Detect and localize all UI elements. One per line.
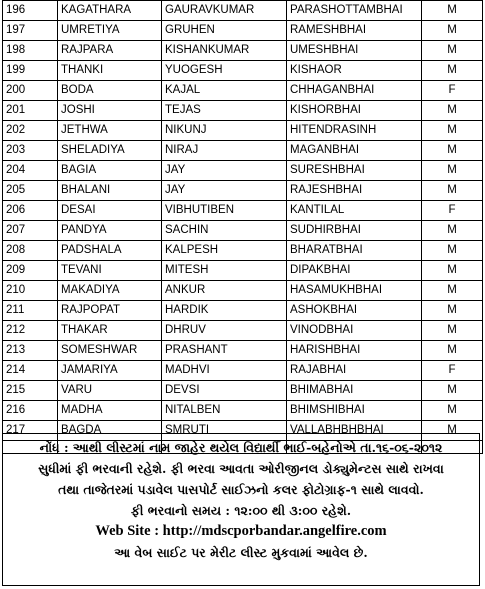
table-row: [3, 241, 483, 261]
serial-number-cell: 200: [3, 81, 58, 101]
gender-cell: M: [422, 241, 483, 261]
first-name-cell: VIBHUTIBEN: [162, 201, 287, 221]
serial-number-cell: 203: [3, 141, 58, 161]
surname-cell: BHALANI: [58, 181, 162, 201]
gender-cell: M: [422, 381, 483, 401]
father-name-cell: ASHOKBHAI: [287, 301, 422, 321]
first-name-cell: KISHANKUMAR: [162, 41, 287, 61]
surname-cell: UMRETIYA: [58, 21, 162, 41]
father-name-cell: KISHAOR: [287, 61, 422, 81]
first-name-cell: MITESH: [162, 261, 287, 281]
serial-number-cell: 217: [3, 421, 58, 441]
father-name-cell: CHHAGANBHAI: [287, 81, 422, 101]
surname-cell: THAKAR: [58, 321, 162, 341]
table-row: [3, 81, 483, 101]
father-name-cell: SUDHIRBHAI: [287, 221, 422, 241]
table-row: [3, 381, 483, 401]
father-name-cell: UMESHBHAI: [287, 41, 422, 61]
gender-cell: M: [422, 141, 483, 161]
surname-cell: SHELADIYA: [58, 141, 162, 161]
first-name-cell: GAURAVKUMAR: [162, 1, 287, 21]
first-name-cell: KALPESH: [162, 241, 287, 261]
surname-cell: MADHA: [58, 401, 162, 421]
father-name-cell: BHIMABHAI: [287, 381, 422, 401]
first-name-cell: ANKUR: [162, 281, 287, 301]
gender-cell: M: [422, 321, 483, 341]
surname-cell: PANDYA: [58, 221, 162, 241]
surname-cell: SOMESHWAR: [58, 341, 162, 361]
notice-line-2: સુધીમાં ફી ભરવાની રહેશે. ફી ભરવા આવતા ઓરીજીનલ ડોક્યુમેન્ટસ સાથે રાખવા: [38, 461, 444, 476]
table-row: [3, 401, 483, 421]
serial-number-cell: 216: [3, 401, 58, 421]
serial-number-cell: 209: [3, 261, 58, 281]
gender-cell: M: [422, 341, 483, 361]
first-name-cell: SMRUTI: [162, 421, 287, 441]
table-row: [3, 41, 483, 61]
father-name-cell: HARISHBHAI: [287, 341, 422, 361]
father-name-cell: HASAMUKHBHAI: [287, 281, 422, 301]
gender-cell: M: [422, 181, 483, 201]
first-name-cell: YUOGESH: [162, 61, 287, 81]
notice-line-3: તથા તાજેતરમાં પડાવેલ પાસપોર્ટ સાઈઝનો કલર ફોટોગ્રાફ-૧ સાથે લાવવો.: [58, 482, 424, 497]
surname-cell: BODA: [58, 81, 162, 101]
father-name-cell: KANTILAL: [287, 201, 422, 221]
surname-cell: PADSHALA: [58, 241, 162, 261]
serial-number-cell: 206: [3, 201, 58, 221]
first-name-cell: TEJAS: [162, 101, 287, 121]
table-row: [3, 261, 483, 281]
gender-cell: M: [422, 301, 483, 321]
surname-cell: VARU: [58, 381, 162, 401]
first-name-cell: HARDIK: [162, 301, 287, 321]
serial-number-cell: 199: [3, 61, 58, 81]
table-row: [3, 21, 483, 41]
first-name-cell: GRUHEN: [162, 21, 287, 41]
gender-cell: M: [422, 61, 483, 81]
father-name-cell: MAGANBHAI: [287, 141, 422, 161]
table-row: [3, 301, 483, 321]
merit-list-table: [2, 0, 483, 454]
father-name-cell: HITENDRASINH: [287, 121, 422, 141]
first-name-cell: SACHIN: [162, 221, 287, 241]
table-row: [3, 121, 483, 141]
gender-cell: M: [422, 41, 483, 61]
father-name-cell: BHARATBHAI: [287, 241, 422, 261]
serial-number-cell: 213: [3, 341, 58, 361]
table-row: [3, 101, 483, 121]
first-name-cell: KAJAL: [162, 81, 287, 101]
first-name-cell: MADHVI: [162, 361, 287, 381]
first-name-cell: NIRAJ: [162, 141, 287, 161]
surname-cell: DESAI: [58, 201, 162, 221]
merit-list-body: [3, 1, 483, 454]
surname-cell: KAGATHARA: [58, 1, 162, 21]
serial-number-cell: 211: [3, 301, 58, 321]
gender-cell: F: [422, 201, 483, 221]
gender-cell: F: [422, 81, 483, 101]
father-name-cell: PARASHOTTAMBHAI: [287, 1, 422, 21]
father-name-cell: RAJABHAI: [287, 361, 422, 381]
first-name-cell: NITALBEN: [162, 401, 287, 421]
surname-cell: RAJPOPAT: [58, 301, 162, 321]
surname-cell: MAKADIYA: [58, 281, 162, 301]
first-name-cell: DHRUV: [162, 321, 287, 341]
surname-cell: JAMARIYA: [58, 361, 162, 381]
table-row: [3, 341, 483, 361]
first-name-cell: DEVSI: [162, 381, 287, 401]
notice-line-6: આ વેબ સાઈટ પર મેરીટ લીસ્ટ મુકવામાં આવેલ છે.: [114, 545, 368, 560]
serial-number-cell: 215: [3, 381, 58, 401]
gender-cell: M: [422, 421, 483, 441]
gender-cell: M: [422, 21, 483, 41]
father-name-cell: RAMESHBHAI: [287, 21, 422, 41]
surname-cell: JETHWA: [58, 121, 162, 141]
gender-cell: M: [422, 401, 483, 421]
surname-cell: THANKI: [58, 61, 162, 81]
gender-cell: M: [422, 1, 483, 21]
serial-number-cell: 202: [3, 121, 58, 141]
serial-number-cell: 201: [3, 101, 58, 121]
table-row: [3, 361, 483, 381]
notice-website: Web Site : http://mdscporbandar.angelfire.com: [95, 523, 387, 539]
serial-number-cell: 214: [3, 361, 58, 381]
father-name-cell: KISHORBHAI: [287, 101, 422, 121]
serial-number-cell: 196: [3, 1, 58, 21]
table-row: [3, 141, 483, 161]
serial-number-cell: 198: [3, 41, 58, 61]
father-name-cell: DIPAKBHAI: [287, 261, 422, 281]
notice-box: [2, 433, 480, 586]
surname-cell: BAGIA: [58, 161, 162, 181]
table-row: [3, 321, 483, 341]
table-row: [3, 61, 483, 81]
table-row: [3, 181, 483, 201]
table-row: [3, 201, 483, 221]
serial-number-cell: 210: [3, 281, 58, 301]
first-name-cell: PRASHANT: [162, 341, 287, 361]
table-row: [3, 281, 483, 301]
surname-cell: RAJPARA: [58, 41, 162, 61]
table-row: [3, 161, 483, 181]
serial-number-cell: 207: [3, 221, 58, 241]
first-name-cell: JAY: [162, 181, 287, 201]
surname-cell: BAGDA: [58, 421, 162, 441]
gender-cell: F: [422, 361, 483, 381]
serial-number-cell: 205: [3, 181, 58, 201]
notice-line-1: નોંધ : આથી લીસ્ટમાં નામ જાહેર થયેલ વિદ્યાર્થી ભાઈ-બહેનોએ તા.૧૬-૦૬-૨૦૧૨: [39, 440, 443, 455]
table-row: [3, 1, 483, 21]
gender-cell: M: [422, 281, 483, 301]
father-name-cell: BHIMSHIBHAI: [287, 401, 422, 421]
gender-cell: M: [422, 261, 483, 281]
serial-number-cell: 204: [3, 161, 58, 181]
gender-cell: M: [422, 101, 483, 121]
first-name-cell: NIKUNJ: [162, 121, 287, 141]
serial-number-cell: 212: [3, 321, 58, 341]
serial-number-cell: 208: [3, 241, 58, 261]
father-name-cell: SURESHBHAI: [287, 161, 422, 181]
father-name-cell: VINODBHAI: [287, 321, 422, 341]
gender-cell: M: [422, 161, 483, 181]
first-name-cell: JAY: [162, 161, 287, 181]
surname-cell: JOSHI: [58, 101, 162, 121]
surname-cell: TEVANI: [58, 261, 162, 281]
gender-cell: M: [422, 121, 483, 141]
table-row: [3, 221, 483, 241]
father-name-cell: VALLABHBHBHAI: [287, 421, 422, 441]
serial-number-cell: 197: [3, 21, 58, 41]
notice-fee-timing: ફી ભરવાનો સમય : ૧૨:૦૦ થી ૩:૦૦ રહેશે.: [130, 503, 352, 518]
gender-cell: M: [422, 221, 483, 241]
father-name-cell: RAJESHBHAI: [287, 181, 422, 201]
